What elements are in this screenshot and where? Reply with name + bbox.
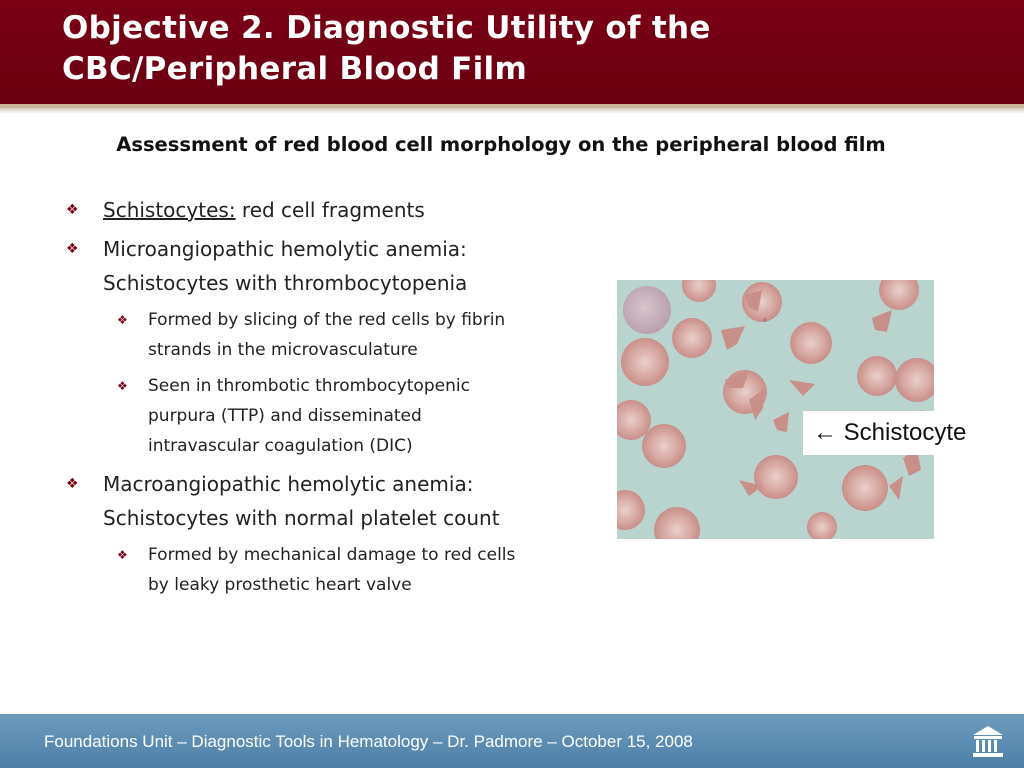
sub-bullet-text-line: strands in the microvasculature [148, 340, 418, 360]
title-bar [0, 0, 1024, 108]
slide-title [62, 8, 1002, 90]
blood-film-image [617, 280, 934, 539]
bullet-text: red cell fragments [235, 198, 425, 222]
bullet-text-line: Macroangiopathic hemolytic anemia: [103, 472, 474, 496]
slide-title-line-1: Objective 2. Diagnostic Utility of the [62, 10, 711, 46]
sub-bullet-text-line: by leaky prosthetic heart valve [148, 575, 412, 595]
bullet-text-line: Schistocytes with thrombocytopenia [103, 271, 468, 295]
diamond-bullet-icon: ❖ [117, 379, 128, 393]
diamond-bullet-icon: ❖ [117, 313, 128, 327]
sub-list-item [62, 305, 602, 365]
footer-text: Foundations Unit – Diagnostic Tools in Hematology – Dr. Padmore – October 15, 2008 [44, 732, 693, 751]
list-item [62, 467, 602, 535]
sub-list-item [62, 540, 602, 600]
sub-bullet-text-line: Seen in thrombotic thrombocytopenic [148, 376, 470, 396]
university-building-icon [967, 720, 1009, 762]
bullet-term: Schistocytes: [103, 198, 236, 222]
diamond-bullet-icon: ❖ [66, 241, 79, 257]
sub-bullet-text-line: Formed by slicing of the red cells by fibrin [148, 310, 506, 330]
bullet-text-line: Schistocytes with normal platelet count [103, 506, 500, 530]
footer-bar [0, 714, 1024, 768]
slide-subtitle: Assessment of red blood cell morphology on the peripheral blood film [116, 133, 886, 156]
bullet-list [62, 193, 602, 606]
diamond-bullet-icon: ❖ [66, 202, 79, 218]
list-item [62, 193, 602, 227]
blood-film-micrograph [617, 280, 934, 539]
sub-bullet-text-line: intravascular coagulation (DIC) [148, 436, 413, 456]
sub-bullet-text-line: purpura (TTP) and disseminated [148, 406, 422, 426]
diamond-bullet-icon: ❖ [117, 548, 128, 562]
sub-list-item [62, 371, 602, 461]
slide-title-line-2: CBC/Peripheral Blood Film [62, 51, 528, 87]
schistocyte-callout: ← Schistocyte [803, 411, 993, 455]
list-item [62, 232, 602, 300]
title-bar-shadow [0, 108, 1024, 114]
diamond-bullet-icon: ❖ [66, 476, 79, 492]
sub-bullet-text-line: Formed by mechanical damage to red cells [148, 545, 516, 565]
bullet-text-line: Microangiopathic hemolytic anemia: [103, 237, 467, 261]
